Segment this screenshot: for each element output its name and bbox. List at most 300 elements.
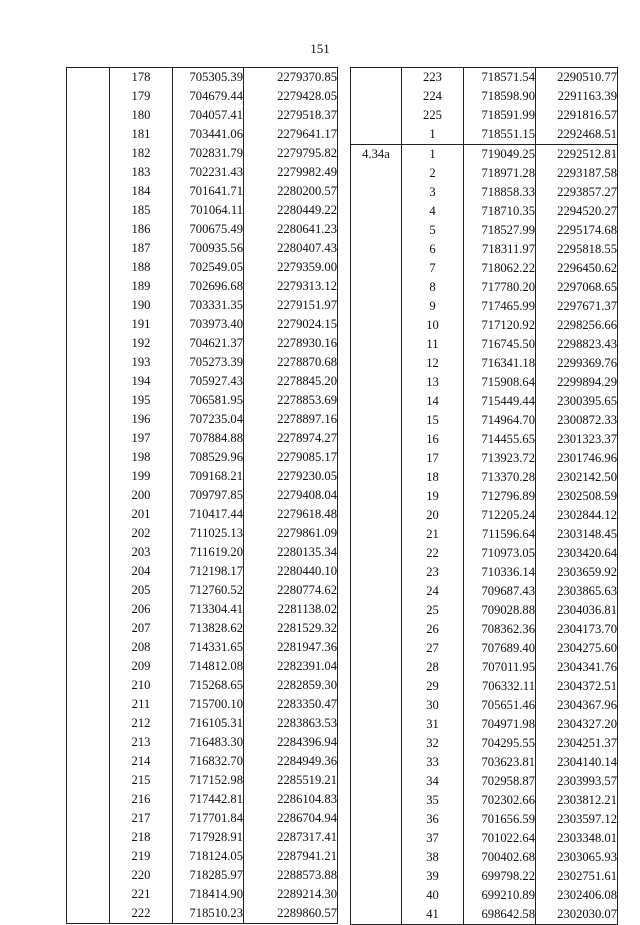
table-row [351, 734, 618, 753]
section-cell [351, 601, 402, 620]
y-coordinate-cell: 2302142.50 [536, 468, 618, 487]
x-coordinate-cell: 704679.44 [173, 87, 244, 106]
section-cell [351, 829, 402, 848]
section-cell [67, 429, 110, 448]
table-row [67, 467, 338, 486]
table-row [67, 657, 338, 676]
table-row [67, 353, 338, 372]
table-row [351, 164, 618, 183]
y-coordinate-cell: 2304367.96 [536, 696, 618, 715]
point-number-cell: 211 [110, 695, 173, 714]
x-coordinate-cell: 712205.24 [464, 506, 536, 525]
table-row [67, 296, 338, 315]
section-cell [351, 525, 402, 544]
point-number-cell: 189 [110, 277, 173, 296]
x-coordinate-cell: 703441.06 [173, 125, 244, 144]
table-row [67, 220, 338, 239]
section-cell [67, 87, 110, 106]
section-cell [351, 164, 402, 183]
y-coordinate-cell: 2300872.33 [536, 411, 618, 430]
x-coordinate-cell: 699210.89 [464, 886, 536, 905]
y-coordinate-cell: 2292468.51 [536, 125, 618, 145]
x-coordinate-cell: 710336.14 [464, 563, 536, 582]
table-row [351, 68, 618, 88]
y-coordinate-cell: 2284949.36 [244, 752, 338, 771]
point-number-cell: 34 [402, 772, 464, 791]
section-cell [67, 467, 110, 486]
y-coordinate-cell: 2279641.17 [244, 125, 338, 144]
y-coordinate-cell: 2304372.51 [536, 677, 618, 696]
x-coordinate-cell: 709028.88 [464, 601, 536, 620]
table-row [351, 487, 618, 506]
y-coordinate-cell: 2279408.04 [244, 486, 338, 505]
y-coordinate-cell: 2303597.12 [536, 810, 618, 829]
y-coordinate-cell: 2303812.21 [536, 791, 618, 810]
point-number-cell: 207 [110, 619, 173, 638]
point-number-cell: 196 [110, 410, 173, 429]
section-cell [351, 791, 402, 810]
table-row [67, 638, 338, 657]
table-row [351, 316, 618, 335]
x-coordinate-cell: 717928.91 [173, 828, 244, 847]
section-cell [67, 106, 110, 125]
table-row [67, 334, 338, 353]
table-row [351, 848, 618, 867]
x-coordinate-cell: 716483.30 [173, 733, 244, 752]
x-coordinate-cell: 715449.44 [464, 392, 536, 411]
section-cell [351, 106, 402, 125]
y-coordinate-cell: 2297671.37 [536, 297, 618, 316]
section-cell [351, 810, 402, 829]
x-coordinate-cell: 718124.05 [173, 847, 244, 866]
point-number-cell: 15 [402, 411, 464, 430]
x-coordinate-cell: 719049.25 [464, 145, 536, 165]
section-cell [351, 335, 402, 354]
table-row [67, 239, 338, 258]
table-row [351, 278, 618, 297]
x-coordinate-cell: 713304.41 [173, 600, 244, 619]
point-number-cell: 36 [402, 810, 464, 829]
x-coordinate-cell: 702302.66 [464, 791, 536, 810]
x-coordinate-cell: 702549.05 [173, 258, 244, 277]
section-cell [351, 297, 402, 316]
y-coordinate-cell: 2302844.12 [536, 506, 618, 525]
table-row [351, 582, 618, 601]
y-coordinate-cell: 2292512.81 [536, 145, 618, 165]
table-row [351, 525, 618, 544]
section-cell [67, 239, 110, 258]
point-number-cell: 181 [110, 125, 173, 144]
table-row [67, 201, 338, 220]
section-cell [67, 676, 110, 695]
x-coordinate-cell: 716832.70 [173, 752, 244, 771]
y-coordinate-cell: 2280407.43 [244, 239, 338, 258]
x-coordinate-cell: 700402.68 [464, 848, 536, 867]
y-coordinate-cell: 2278845.20 [244, 372, 338, 391]
x-coordinate-cell: 717701.84 [173, 809, 244, 828]
table-row [67, 790, 338, 809]
section-cell [351, 563, 402, 582]
point-number-cell: 9 [402, 297, 464, 316]
x-coordinate-cell: 707689.40 [464, 639, 536, 658]
table-row [351, 658, 618, 677]
section-cell [351, 772, 402, 791]
coordinate-table-right [350, 67, 618, 925]
x-coordinate-cell: 710973.05 [464, 544, 536, 563]
x-coordinate-cell: 715700.10 [173, 695, 244, 714]
y-coordinate-cell: 2297068.65 [536, 278, 618, 297]
table-row [67, 372, 338, 391]
x-coordinate-cell: 709797.85 [173, 486, 244, 505]
point-number-cell: 215 [110, 771, 173, 790]
point-number-cell: 30 [402, 696, 464, 715]
table-row [67, 87, 338, 106]
section-cell [351, 221, 402, 240]
y-coordinate-cell: 2281529.32 [244, 619, 338, 638]
y-coordinate-cell: 2279085.17 [244, 448, 338, 467]
point-number-cell: 198 [110, 448, 173, 467]
table-row [67, 543, 338, 562]
section-cell [67, 505, 110, 524]
table-row [67, 828, 338, 847]
point-number-cell: 40 [402, 886, 464, 905]
point-number-cell: 216 [110, 790, 173, 809]
section-cell [351, 354, 402, 373]
x-coordinate-cell: 702696.68 [173, 277, 244, 296]
point-number-cell: 184 [110, 182, 173, 201]
section-cell [67, 866, 110, 885]
point-number-cell: 195 [110, 391, 173, 410]
x-coordinate-cell: 700935.56 [173, 239, 244, 258]
y-coordinate-cell: 2303993.57 [536, 772, 618, 791]
y-coordinate-cell: 2291816.57 [536, 106, 618, 125]
y-coordinate-cell: 2296450.62 [536, 259, 618, 278]
y-coordinate-cell: 2279518.37 [244, 106, 338, 125]
point-number-cell: 214 [110, 752, 173, 771]
y-coordinate-cell: 2302030.07 [536, 905, 618, 925]
x-coordinate-cell: 707011.95 [464, 658, 536, 677]
x-coordinate-cell: 704621.37 [173, 334, 244, 353]
y-coordinate-cell: 2293857.27 [536, 183, 618, 202]
x-coordinate-cell: 708362.36 [464, 620, 536, 639]
point-number-cell: 35 [402, 791, 464, 810]
table-row [351, 544, 618, 563]
table-row [67, 448, 338, 467]
point-number-cell: 1 [402, 125, 464, 145]
x-coordinate-cell: 700675.49 [173, 220, 244, 239]
y-coordinate-cell: 2301323.37 [536, 430, 618, 449]
y-coordinate-cell: 2302406.08 [536, 886, 618, 905]
y-coordinate-cell: 2279370.85 [244, 68, 338, 88]
section-cell [67, 315, 110, 334]
x-coordinate-cell: 701022.64 [464, 829, 536, 848]
point-number-cell: 33 [402, 753, 464, 772]
table-row [351, 696, 618, 715]
table-row [351, 601, 618, 620]
table-row [67, 144, 338, 163]
y-coordinate-cell: 2287941.21 [244, 847, 338, 866]
table-row [67, 866, 338, 885]
y-coordinate-cell: 2302751.61 [536, 867, 618, 886]
x-coordinate-cell: 718311.97 [464, 240, 536, 259]
table-row [67, 391, 338, 410]
x-coordinate-cell: 717780.20 [464, 278, 536, 297]
table-row [67, 771, 338, 790]
point-number-cell: 178 [110, 68, 173, 88]
point-number-cell: 205 [110, 581, 173, 600]
section-cell [67, 809, 110, 828]
x-coordinate-cell: 709168.21 [173, 467, 244, 486]
point-number-cell: 194 [110, 372, 173, 391]
section-cell [351, 430, 402, 449]
section-cell [67, 125, 110, 144]
point-number-cell: 199 [110, 467, 173, 486]
table-row [351, 639, 618, 658]
y-coordinate-cell: 2279861.09 [244, 524, 338, 543]
point-number-cell: 22 [402, 544, 464, 563]
section-cell [351, 468, 402, 487]
point-number-cell: 193 [110, 353, 173, 372]
table-row [351, 449, 618, 468]
x-coordinate-cell: 718591.99 [464, 106, 536, 125]
point-number-cell: 202 [110, 524, 173, 543]
x-coordinate-cell: 705927.43 [173, 372, 244, 391]
section-cell [67, 258, 110, 277]
y-coordinate-cell: 2286104.83 [244, 790, 338, 809]
table-row [67, 315, 338, 334]
section-cell [351, 734, 402, 753]
section-cell [67, 714, 110, 733]
section-cell [351, 125, 402, 145]
point-number-cell: 39 [402, 867, 464, 886]
point-number-cell: 185 [110, 201, 173, 220]
y-coordinate-cell: 2304173.70 [536, 620, 618, 639]
point-number-cell: 220 [110, 866, 173, 885]
point-number-cell: 4 [402, 202, 464, 221]
y-coordinate-cell: 2304341.76 [536, 658, 618, 677]
x-coordinate-cell: 713923.72 [464, 449, 536, 468]
table-row [67, 562, 338, 581]
y-coordinate-cell: 2285519.21 [244, 771, 338, 790]
section-cell [351, 639, 402, 658]
y-coordinate-cell: 2279313.12 [244, 277, 338, 296]
point-number-cell: 37 [402, 829, 464, 848]
x-coordinate-cell: 706581.95 [173, 391, 244, 410]
table-row [351, 354, 618, 373]
x-coordinate-cell: 702231.43 [173, 163, 244, 182]
y-coordinate-cell: 2278897.16 [244, 410, 338, 429]
table-row [351, 829, 618, 848]
section-cell [67, 619, 110, 638]
section-cell [351, 449, 402, 468]
point-number-cell: 25 [402, 601, 464, 620]
point-number-cell: 12 [402, 354, 464, 373]
section-cell [67, 885, 110, 904]
point-number-cell: 29 [402, 677, 464, 696]
table-row [67, 429, 338, 448]
point-number-cell: 180 [110, 106, 173, 125]
point-number-cell: 26 [402, 620, 464, 639]
section-cell [351, 715, 402, 734]
table-row [67, 809, 338, 828]
point-number-cell: 186 [110, 220, 173, 239]
section-cell [351, 506, 402, 525]
y-coordinate-cell: 2280440.10 [244, 562, 338, 581]
x-coordinate-cell: 718062.22 [464, 259, 536, 278]
section-cell [67, 144, 110, 163]
table-row [67, 486, 338, 505]
table-row [67, 410, 338, 429]
point-number-cell: 217 [110, 809, 173, 828]
point-number-cell: 209 [110, 657, 173, 676]
y-coordinate-cell: 2280200.57 [244, 182, 338, 201]
table-row [351, 468, 618, 487]
table-row [67, 106, 338, 125]
table-row [67, 847, 338, 866]
y-coordinate-cell: 2303348.01 [536, 829, 618, 848]
table-row [351, 183, 618, 202]
table-row [67, 258, 338, 277]
section-cell [351, 373, 402, 392]
y-coordinate-cell: 2289214.30 [244, 885, 338, 904]
section-cell [67, 828, 110, 847]
point-number-cell: 24 [402, 582, 464, 601]
y-coordinate-cell: 2304275.60 [536, 639, 618, 658]
table-row [351, 791, 618, 810]
point-number-cell: 223 [402, 68, 464, 88]
x-coordinate-cell: 716105.31 [173, 714, 244, 733]
section-cell [67, 790, 110, 809]
point-number-cell: 7 [402, 259, 464, 278]
x-coordinate-cell: 699798.22 [464, 867, 536, 886]
table-row [67, 125, 338, 144]
x-coordinate-cell: 713370.28 [464, 468, 536, 487]
table-row [351, 563, 618, 582]
point-number-cell: 41 [402, 905, 464, 925]
section-cell [67, 638, 110, 657]
table-row [351, 335, 618, 354]
x-coordinate-cell: 703623.81 [464, 753, 536, 772]
y-coordinate-cell: 2295174.68 [536, 221, 618, 240]
point-number-cell: 210 [110, 676, 173, 695]
y-coordinate-cell: 2301746.96 [536, 449, 618, 468]
x-coordinate-cell: 718971.28 [464, 164, 536, 183]
y-coordinate-cell: 2280641.23 [244, 220, 338, 239]
section-cell [67, 752, 110, 771]
coordinate-table-left-body [67, 68, 338, 924]
y-coordinate-cell: 2280774.62 [244, 581, 338, 600]
point-number-cell: 200 [110, 486, 173, 505]
table-row [351, 373, 618, 392]
table-row [351, 810, 618, 829]
point-number-cell: 20 [402, 506, 464, 525]
table-row [351, 867, 618, 886]
y-coordinate-cell: 2278974.27 [244, 429, 338, 448]
section-cell [351, 753, 402, 772]
section-cell [67, 486, 110, 505]
x-coordinate-cell: 710417.44 [173, 505, 244, 524]
section-cell [67, 334, 110, 353]
x-coordinate-cell: 703331.35 [173, 296, 244, 315]
section-cell [351, 487, 402, 506]
table-row [67, 752, 338, 771]
point-number-cell: 208 [110, 638, 173, 657]
y-coordinate-cell: 2282859.30 [244, 676, 338, 695]
table-row [351, 145, 618, 165]
y-coordinate-cell: 2303420.64 [536, 544, 618, 563]
table-row [351, 772, 618, 791]
table-row [351, 677, 618, 696]
y-coordinate-cell: 2304036.81 [536, 601, 618, 620]
x-coordinate-cell: 714812.08 [173, 657, 244, 676]
section-cell [67, 524, 110, 543]
x-coordinate-cell: 718551.15 [464, 125, 536, 145]
x-coordinate-cell: 704057.41 [173, 106, 244, 125]
section-cell [351, 905, 402, 925]
x-coordinate-cell: 718414.90 [173, 885, 244, 904]
point-number-cell: 14 [402, 392, 464, 411]
x-coordinate-cell: 718527.99 [464, 221, 536, 240]
table-row [67, 163, 338, 182]
point-number-cell: 204 [110, 562, 173, 581]
y-coordinate-cell: 2298256.66 [536, 316, 618, 335]
section-cell [67, 543, 110, 562]
x-coordinate-cell: 716341.18 [464, 354, 536, 373]
section-cell [67, 562, 110, 581]
table-row [67, 277, 338, 296]
table-row [67, 619, 338, 638]
x-coordinate-cell: 717152.98 [173, 771, 244, 790]
y-coordinate-cell: 2293187.58 [536, 164, 618, 183]
point-number-cell: 182 [110, 144, 173, 163]
point-number-cell: 187 [110, 239, 173, 258]
y-coordinate-cell: 2303148.45 [536, 525, 618, 544]
coordinate-table-right-body [351, 68, 618, 925]
x-coordinate-cell: 709687.43 [464, 582, 536, 601]
point-number-cell: 203 [110, 543, 173, 562]
point-number-cell: 191 [110, 315, 173, 334]
table-row [67, 600, 338, 619]
y-coordinate-cell: 2279230.05 [244, 467, 338, 486]
x-coordinate-cell: 706332.11 [464, 677, 536, 696]
x-coordinate-cell: 707884.88 [173, 429, 244, 448]
table-row [67, 68, 338, 88]
y-coordinate-cell: 2304251.37 [536, 734, 618, 753]
y-coordinate-cell: 2280135.34 [244, 543, 338, 562]
x-coordinate-cell: 711025.13 [173, 524, 244, 543]
x-coordinate-cell: 705305.39 [173, 68, 244, 88]
table-row [351, 430, 618, 449]
y-coordinate-cell: 2298823.43 [536, 335, 618, 354]
y-coordinate-cell: 2294520.27 [536, 202, 618, 221]
point-number-cell: 225 [402, 106, 464, 125]
section-cell [351, 240, 402, 259]
y-coordinate-cell: 2279982.49 [244, 163, 338, 182]
y-coordinate-cell: 2288573.88 [244, 866, 338, 885]
section-cell [67, 182, 110, 201]
x-coordinate-cell: 717442.81 [173, 790, 244, 809]
y-coordinate-cell: 2290510.77 [536, 68, 618, 88]
point-number-cell: 212 [110, 714, 173, 733]
point-number-cell: 3 [402, 183, 464, 202]
point-number-cell: 31 [402, 715, 464, 734]
section-cell [67, 448, 110, 467]
point-number-cell: 19 [402, 487, 464, 506]
section-cell [67, 220, 110, 239]
point-number-cell: 213 [110, 733, 173, 752]
table-row [351, 905, 618, 925]
section-cell [351, 544, 402, 563]
